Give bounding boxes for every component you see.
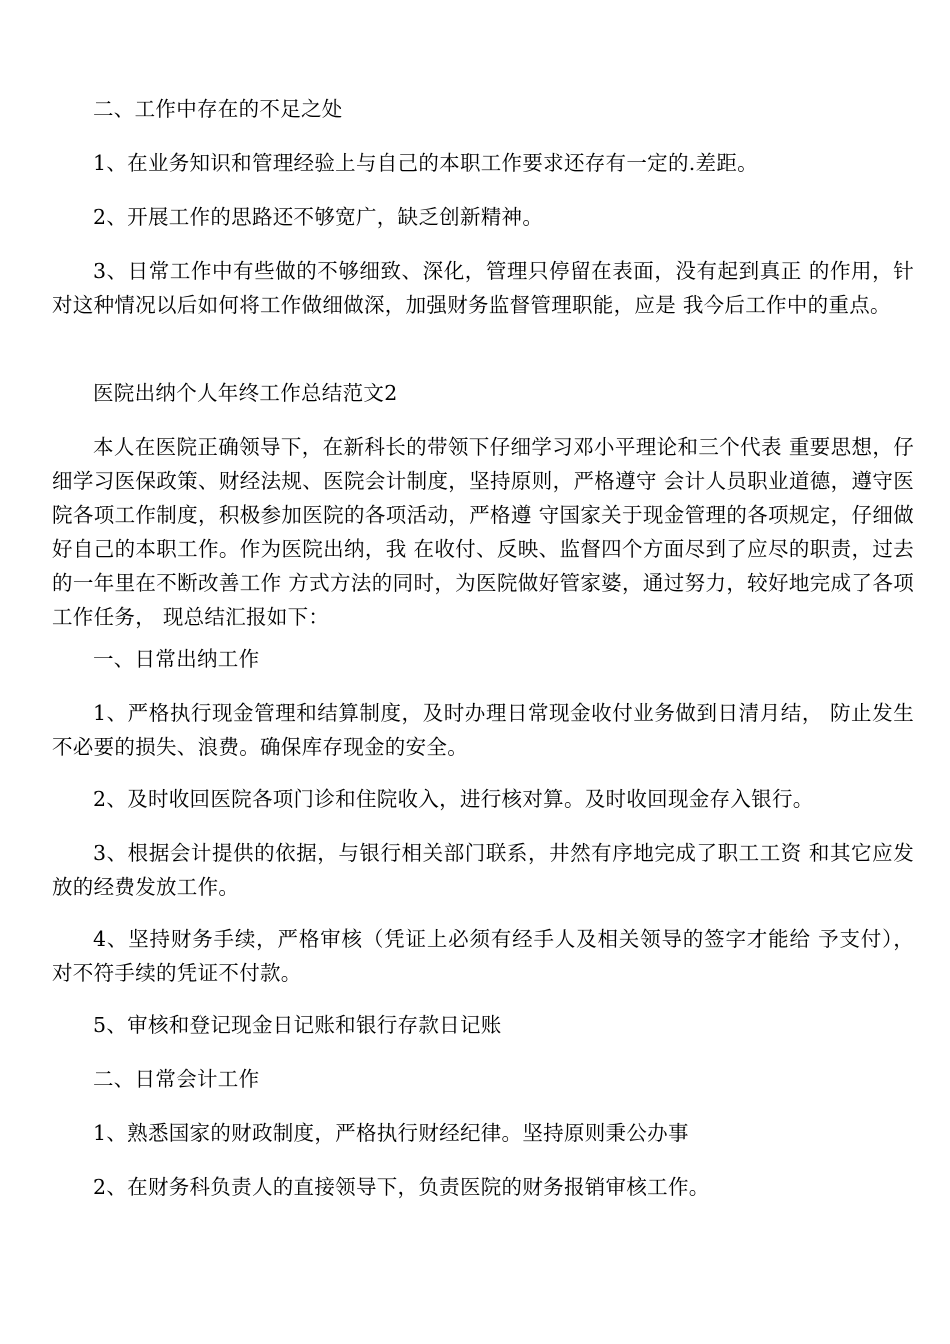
paragraph-cashier-4: 4、坚持财务手续，严格审核（凭证上必须有经手人及相关领导的签字才能给 予支付），对不符手续的凭证不付款。 bbox=[52, 927, 914, 985]
paragraph-cashier-1: 1、严格执行现金管理和结算制度，及时办理日常现金收付业务做到日清月结， 防止发生不必要的损失、浪费。确保库存现金的安全。 bbox=[52, 701, 914, 759]
paragraph-shortcoming-2: 2、开展工作的思路还不够宽广，缺乏创新精神。 bbox=[93, 205, 544, 229]
document-title-sample-2: 医院出纳个人年终工作总结范文2 bbox=[93, 381, 398, 405]
paragraph-intro: 本人在医院正确领导下，在新科长的带领下仔细学习邓小平理论和三个代表 重要思想，仔细学习医保政策、财经法规、医院会计制度，坚持原则，严格遵守 会计人员职业道德，遵守医院各项工作制度，积极参加医院的各项活动，严格遵 守国家关于现金管理的各项规定，仔细做好自己的本职工作。作为医院出纳，我 在收付、反映、监督四个方面尽到了应尽的职责，过去的一年里在不断改善工作 方式方法的同时，为医院做好管家婆，通过努力，较好地完成了各项工作任务， 现总结汇报如下： bbox=[52, 435, 914, 629]
paragraph-cashier-3: 3、根据会计提供的依据，与银行相关部门联系，井然有序地完成了职工工资 和其它应发放的经费发放工作。 bbox=[52, 841, 914, 899]
paragraph-accounting-2: 2、在财务科负责人的直接领导下，负责医院的财务报销审核工作。 bbox=[93, 1175, 710, 1199]
paragraph-cashier-2: 2、及时收回医院各项门诊和住院收入，进行核对算。及时收回现金存入银行。 bbox=[93, 787, 814, 811]
paragraph-cashier-5: 5、审核和登记现金日记账和银行存款日记账 bbox=[93, 1013, 502, 1037]
section-heading-accounting-work: 二、日常会计工作 bbox=[93, 1067, 260, 1091]
paragraph-shortcoming-3: 3、日常工作中有些做的不够细致、深化，管理只停留在表面，没有起到真正 的作用，针对这种情况以后如何将工作做细做深，加强财务监督管理职能，应是 我今后工作中的重点。 bbox=[52, 259, 914, 317]
section-heading-shortcomings: 二、工作中存在的不足之处 bbox=[93, 97, 343, 121]
section-heading-cashier-work: 一、日常出纳工作 bbox=[93, 647, 260, 671]
paragraph-shortcoming-1: 1、在业务知识和管理经验上与自己的本职工作要求还存有一定的.差距。 bbox=[93, 151, 758, 175]
paragraph-accounting-1: 1、熟悉国家的财政制度，严格执行财经纪律。坚持原则秉公办事 bbox=[93, 1121, 689, 1145]
